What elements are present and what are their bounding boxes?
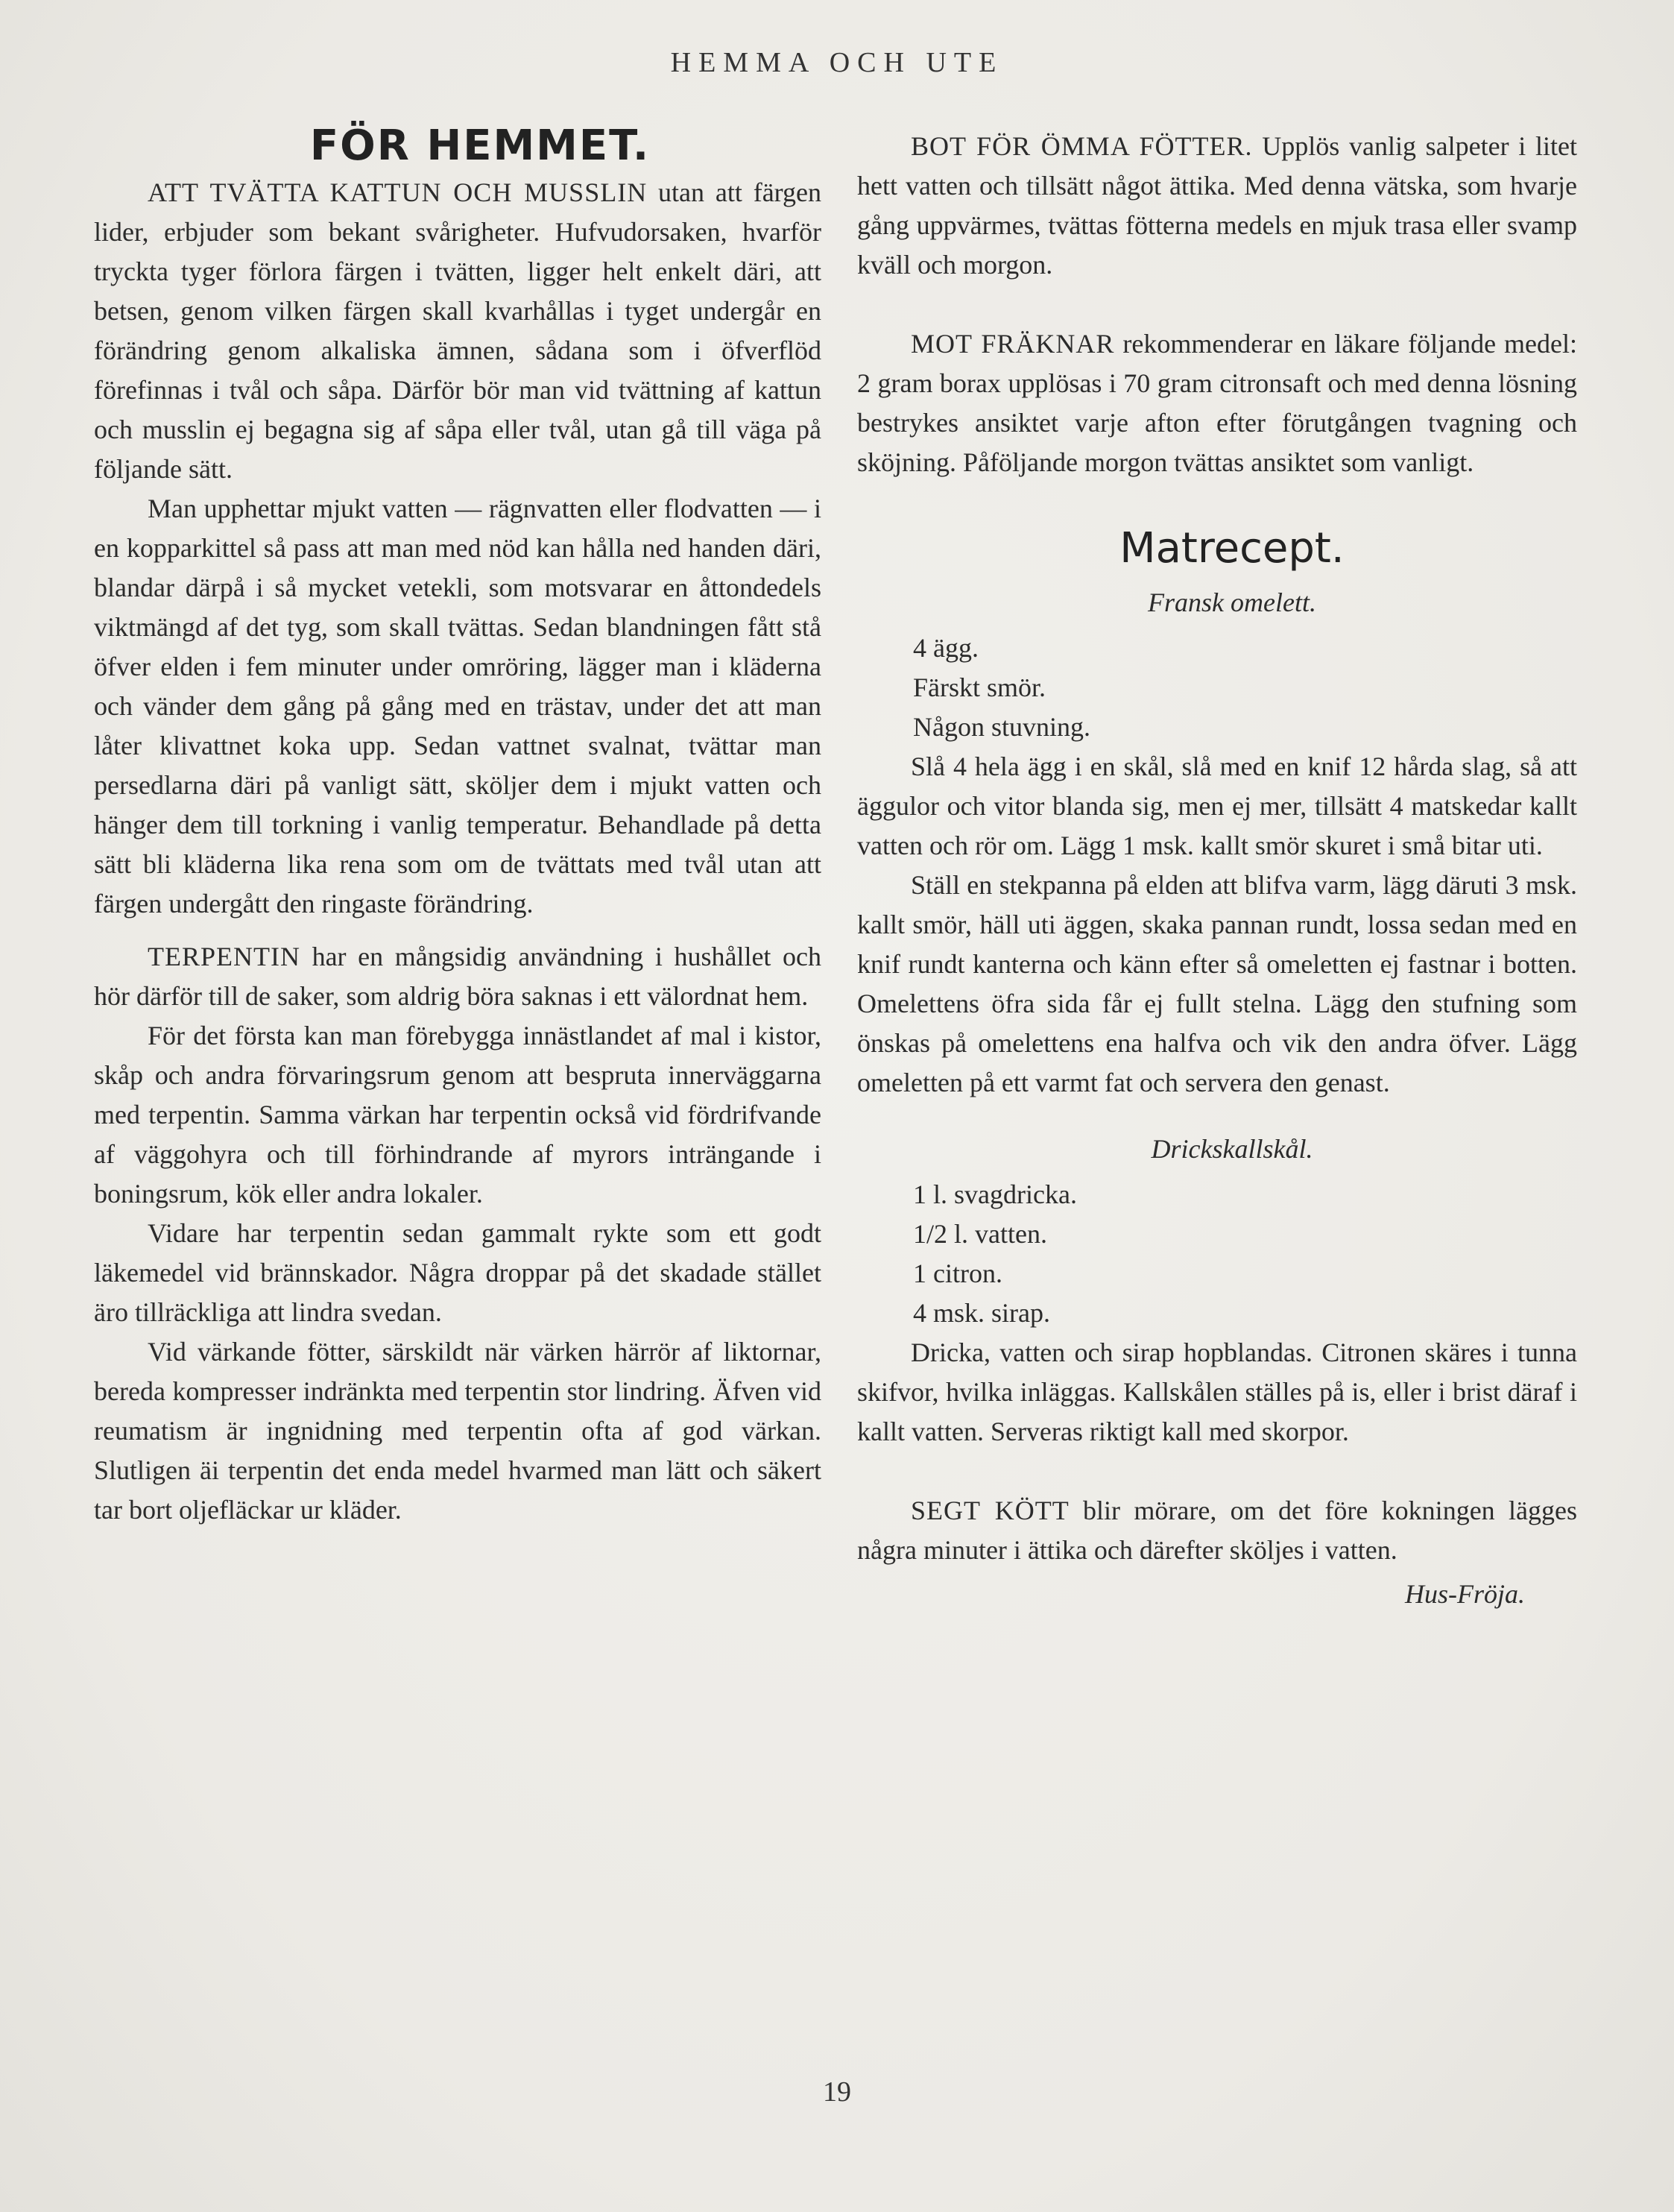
- recipe-title-drickskall: Drickskallskål.: [1151, 1134, 1313, 1164]
- right-column: [857, 119, 1577, 1614]
- article-katun: [94, 173, 821, 489]
- article-kott: [857, 1491, 1577, 1570]
- paragraph: Ställ en stekpanna på elden att blifva varm, lägg däruti 3 msk. kallt smör, häll uti äggen, skaka pannan rundt, lossa sedan med en knif rundt kanterna och känn efter så omeletten ej fastnar i botten. Omelettens öfra sida får ej fullt stelna. Lägg den stufning som önskas på omelettens ena halfva och vik den andra öfver. Lägg omeletten på ett varmt fat och servera den genast.: [857, 870, 1577, 1097]
- article-lead: BOT FÖR ÖMMA FÖTTER.: [911, 131, 1253, 161]
- page-number: 19: [823, 2076, 851, 2108]
- ingredient-line: Färskt smör.: [913, 672, 1046, 702]
- recipe-title-omelett: Fransk omelett.: [1148, 587, 1316, 617]
- article-body: blir mörare, om det före kokningen lägges några minuter i ättika och därefter sköljes i vatten.: [857, 1496, 1577, 1565]
- article-fotter: [857, 127, 1577, 285]
- ingredient-line: Någon stuvning.: [913, 712, 1090, 742]
- section-title-for-hemmet: FÖR HEMMET.: [309, 122, 651, 170]
- paragraph: Man upphettar mjukt vatten — rägnvatten eller flodvatten — i en kopparkittel så pass att man med nöd kan hålla ned handen däri, blandar därpå i så mycket vetekli, som motsvarar en åttondedels viktmängd af det tyg, som skall tvättas. Sedan blandningen fått stå öfver elden i fem minuter under omröring, lägger man i kläderna och vänder dem gång på gång med en trästav, under det att man låter klivattnet koka upp. Sedan vattnet svalnat, tvättar man persedlarna däri på vanligt sätt, sköljer dem i mjukt vatten och hänger dem till torkning i vanlig temperatur. Behandlade på detta sätt bli kläderna lika rena som om de tvättats med tvål utan att färgen undergått den ringaste förändring.: [94, 494, 821, 918]
- article-lead: ATT TVÄTTA KATTUN OCH MUSSLIN: [148, 177, 648, 207]
- running-head: HEMMA OCH UTE: [670, 47, 1004, 78]
- ingredient-line: 1/2 l. vatten.: [913, 1219, 1047, 1249]
- paragraph: Dricka, vatten och sirap hopblandas. Citronen skäres i tunna skifvor, hvilka inläggas. Kallskålen ställes på is, eller i brist däraf i kallt vatten. Serveras riktigt kall med skorpor.: [857, 1337, 1577, 1446]
- paragraph: Vid värkande fötter, särskildt när värken härrör af liktornar, bereda kompresser indränkta med terpentin stor lindring. Äfven vid reumatism är ingnidning med terpentin ofta af god värkan. Slutligen äi terpentin det enda medel hvarmed man lätt och säkert tar bort oljefläckar ur kläder.: [94, 1337, 821, 1525]
- paragraph: Vidare har terpentin sedan gammalt rykte som ett godt läkemedel vid brännskador. Några droppar på det skadade stället äro tillräckliga att lindra svedan.: [94, 1218, 821, 1327]
- section-title-matrecept: Matrecept.: [1119, 524, 1345, 573]
- article-body: rekommenderar en läkare följande medel: 2 gram borax upplösas i 70 gram citronsaft och med denna lösning bestrykes ansiktet varje afton efter förutgången tvagning och sköjning. Påföljande morgon tvättas ansiktet som vanligt.: [857, 329, 1577, 477]
- article-terpentin: [94, 937, 821, 1016]
- article-lead: MOT FRÄKNAR: [911, 329, 1115, 359]
- left-column: [94, 119, 821, 1530]
- ingredient-line: 4 msk. sirap.: [913, 1298, 1050, 1328]
- paragraph: För det första kan man förebygga innästlandet af mal i kistor, skåp och andra förvaringsrum genom att bespruta innerväggarna med terpentin. Samma värkan har terpentin också vid fördrifvande af väggohyra och till förhindrande af myrors inträngande i boningsrum, kök eller andra lokaler.: [94, 1021, 821, 1209]
- article-lead: TERPENTIN: [148, 942, 300, 971]
- article-body: har en mångsidig användning i hushållet och hör därför till de saker, som aldrig böra saknas i ett välordnat hem.: [94, 942, 821, 1011]
- article-fraknar: [857, 324, 1577, 482]
- paragraph: Slå 4 hela ägg i en skål, slå med en knif 12 hårda slag, så att äggulor och vitor blanda sig, men ej mer, tillsätt 4 matskedar kallt vatten och rör om. Lägg 1 msk. kallt smör skuret i små bitar uti.: [857, 751, 1577, 860]
- ingredient-line: 1 l. svagdricka.: [913, 1179, 1077, 1209]
- ingredient-line: 1 citron.: [913, 1258, 1002, 1288]
- ingredient-line: 4 ägg.: [913, 633, 979, 663]
- article-lead: SEGT KÖTT: [911, 1496, 1070, 1525]
- article-body: utan att färgen lider, erbjuder som bekant svårigheter. Hufvudorsaken, hvarför tryckta tyger förlora färgen i tvätten, ligger helt enkelt däri, att betsen, genom vilken färgen skall kvarhållas i tyget undergår en förändring genom alkaliska ämnen, sådana som i öfverflöd förefinnas i tvål och såpa. Därför bör man vid tvättning af kattun och musslin ej begagna sig af såpa eller tvål, utan gå till väga på följande sätt.: [94, 177, 821, 484]
- signature: Hus-Fröja.: [1405, 1579, 1525, 1609]
- article-body: Upplös vanlig salpeter i litet hett vatten och tillsätt något ättika. Med denna vätska, som hvarje gång uppvärmes, tvättas fötterna medels en mjuk trasa eller svamp kväll och morgon.: [857, 131, 1577, 280]
